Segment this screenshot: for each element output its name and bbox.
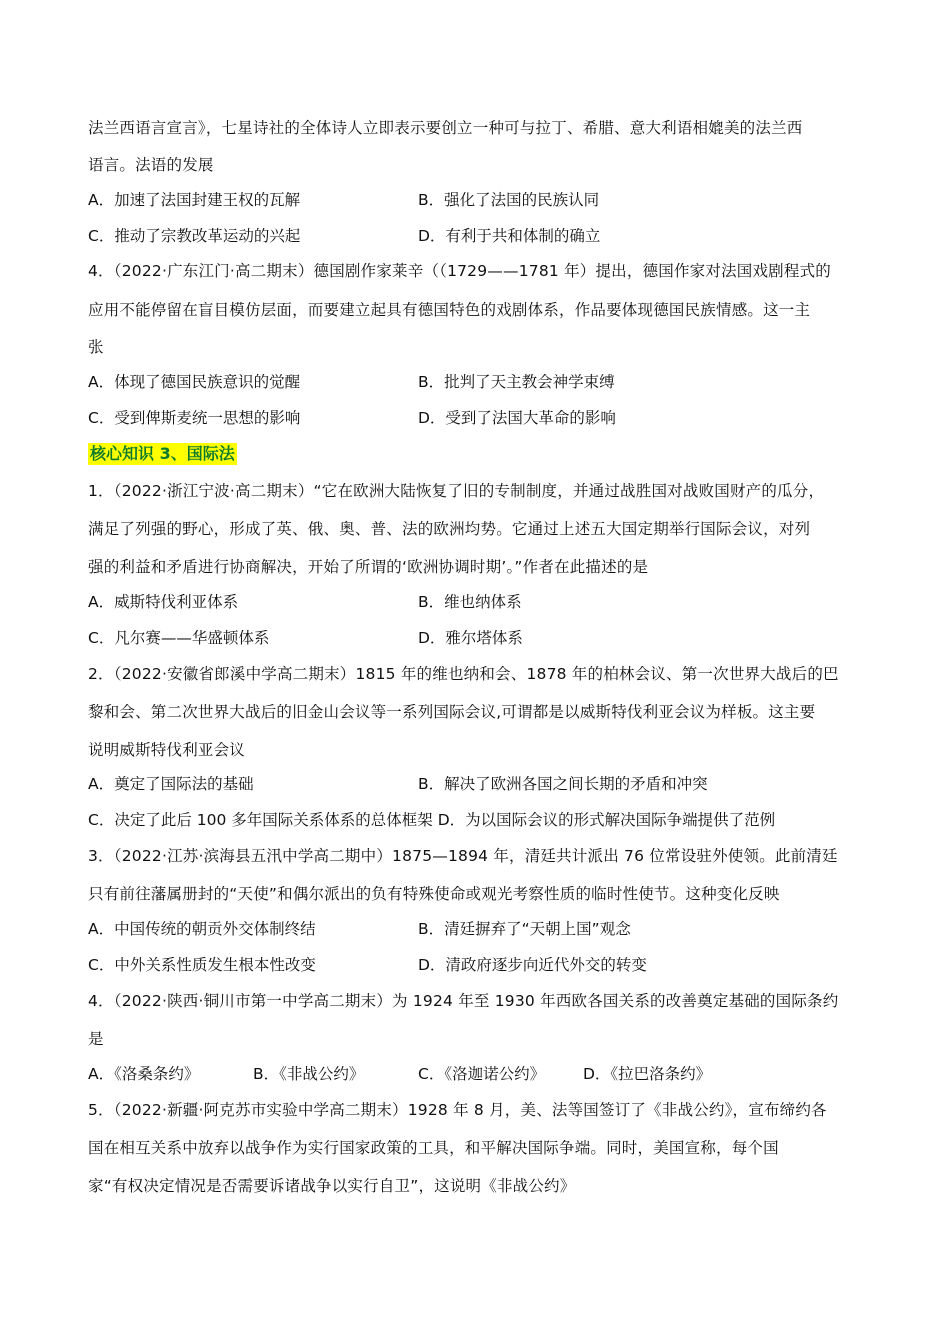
option-c: C．凡尔赛——华盛顿体系 — [88, 629, 270, 647]
option-b: B．强化了法国的民族认同 — [418, 191, 600, 209]
question-text-line: 是 — [88, 1030, 104, 1048]
option-d: D．雅尔塔体系 — [418, 629, 523, 647]
question-text-line: 满足了列强的野心，形成了英、俄、奥、普、法的欧洲均势。它通过上述五大国定期举行国际会议，对列 — [88, 520, 811, 538]
option-d: D．《拉巴洛条约》 — [583, 1065, 712, 1083]
question-text-line: 张 — [88, 338, 104, 356]
question-text-line: 国在相互关系中放弃以战争作为实行国家政策的工具，和平解决国际争端。同时，美国宣称，每个国 — [88, 1139, 779, 1157]
option-a: A．《洛桑条约》 — [88, 1065, 200, 1083]
question-text-line: 强的利益和矛盾进行协商解决，开始了所谓的‘欧洲协调时期’。”作者在此描述的是 — [88, 558, 649, 576]
option-a: A．中国传统的朝贡外交体制终结 — [88, 920, 316, 938]
question-text-line: 应用不能停留在盲目模仿层面，而要建立起具有德国特色的戏剧体系，作品要体现德国民族情感。这一主 — [88, 301, 811, 319]
question-text-line: 4．（2022·陕西·铜川市第一中学高二期末）为 1924 年至 1930 年西欧各国关系的改善奠定基础的国际条约 — [88, 992, 839, 1010]
question-text-line: 1．（2022·浙江宁波·高二期末）“它在欧洲大陆恢复了旧的专制制度，并通过战胜国对战败国财产的瓜分， — [88, 482, 825, 500]
option-d: D．受到了法国大革命的影响 — [418, 409, 616, 427]
option-b: B．维也纳体系 — [418, 593, 522, 611]
option-c-d: C．决定了此后 100 多年国际关系体系的总体框架 D．为以国际会议的形式解决国际争端提供了范例 — [88, 811, 776, 829]
question-text-line: 4．（2022·广东江门·高二期末）德国剧作家莱辛（（1729——1781 年）提出，德国作家对法国戏剧程式的 — [88, 262, 831, 280]
question-text-line: 法兰西语言宣言》，七星诗社的全体诗人立即表示要创立一种可与拉丁、希腊、意大利语相媲美的法兰西 — [88, 119, 803, 137]
option-a: A．加速了法国封建王权的瓦解 — [88, 191, 301, 209]
question-text-line: 只有前往藩属册封的“天使”和偶尔派出的负有特殊使命或观光考察性质的临时性使节。这种变化反映 — [88, 885, 780, 903]
option-d: D．有利于共和体制的确立 — [418, 227, 601, 245]
question-text-line: 3．（2022·江苏·滨海县五汛中学高二期中）1875—1894 年，清廷共计派出 76 位常设驻外使领。此前清廷 — [88, 847, 838, 865]
option-a: A．奠定了国际法的基础 — [88, 775, 254, 793]
question-text-line: 说明威斯特伐利亚会议 — [88, 741, 246, 759]
option-b: B．《非战公约》 — [253, 1065, 365, 1083]
section-title: 核心知识 3、国际法 — [90, 444, 235, 463]
question-text-line: 语言。法语的发展 — [88, 156, 214, 174]
option-d: D．清政府逐步向近代外交的转变 — [418, 956, 647, 974]
option-c: C．《洛迦诺公约》 — [418, 1065, 546, 1083]
option-b: B．清廷摒弃了“天朝上国”观念 — [418, 920, 631, 938]
question-text-line: 家“有权决定情况是否需要诉诸战争以实行自卫”，这说明《非战公约》 — [88, 1177, 576, 1195]
option-c: C．推动了宗教改革运动的兴起 — [88, 227, 301, 245]
option-b: B．解决了欧洲各国之间长期的矛盾和冲突 — [418, 775, 708, 793]
option-b: B．批判了天主教会神学束缚 — [418, 373, 615, 391]
option-a: A．体现了德国民族意识的觉醒 — [88, 373, 301, 391]
option-c: C．中外关系性质发生根本性改变 — [88, 956, 316, 974]
option-c: C．受到俾斯麦统一思想的影响 — [88, 409, 301, 427]
question-text-line: 黎和会、第二次世界大战后的旧金山会议等一系列国际会议,可谓都是以威斯特伐利亚会议为样板。这主要 — [88, 703, 816, 721]
option-a: A．威斯特伐利亚体系 — [88, 593, 239, 611]
question-text-line: 2．（2022·安徽省郎溪中学高二期末）1815 年的维也纳和会、1878 年的柏林会议、第一次世界大战后的巴 — [88, 665, 839, 683]
question-text-line: 5．（2022·新疆·阿克苏市实验中学高二期末）1928 年 8 月，美、法等国签订了《非战公约》，宣布缔约各 — [88, 1101, 827, 1119]
